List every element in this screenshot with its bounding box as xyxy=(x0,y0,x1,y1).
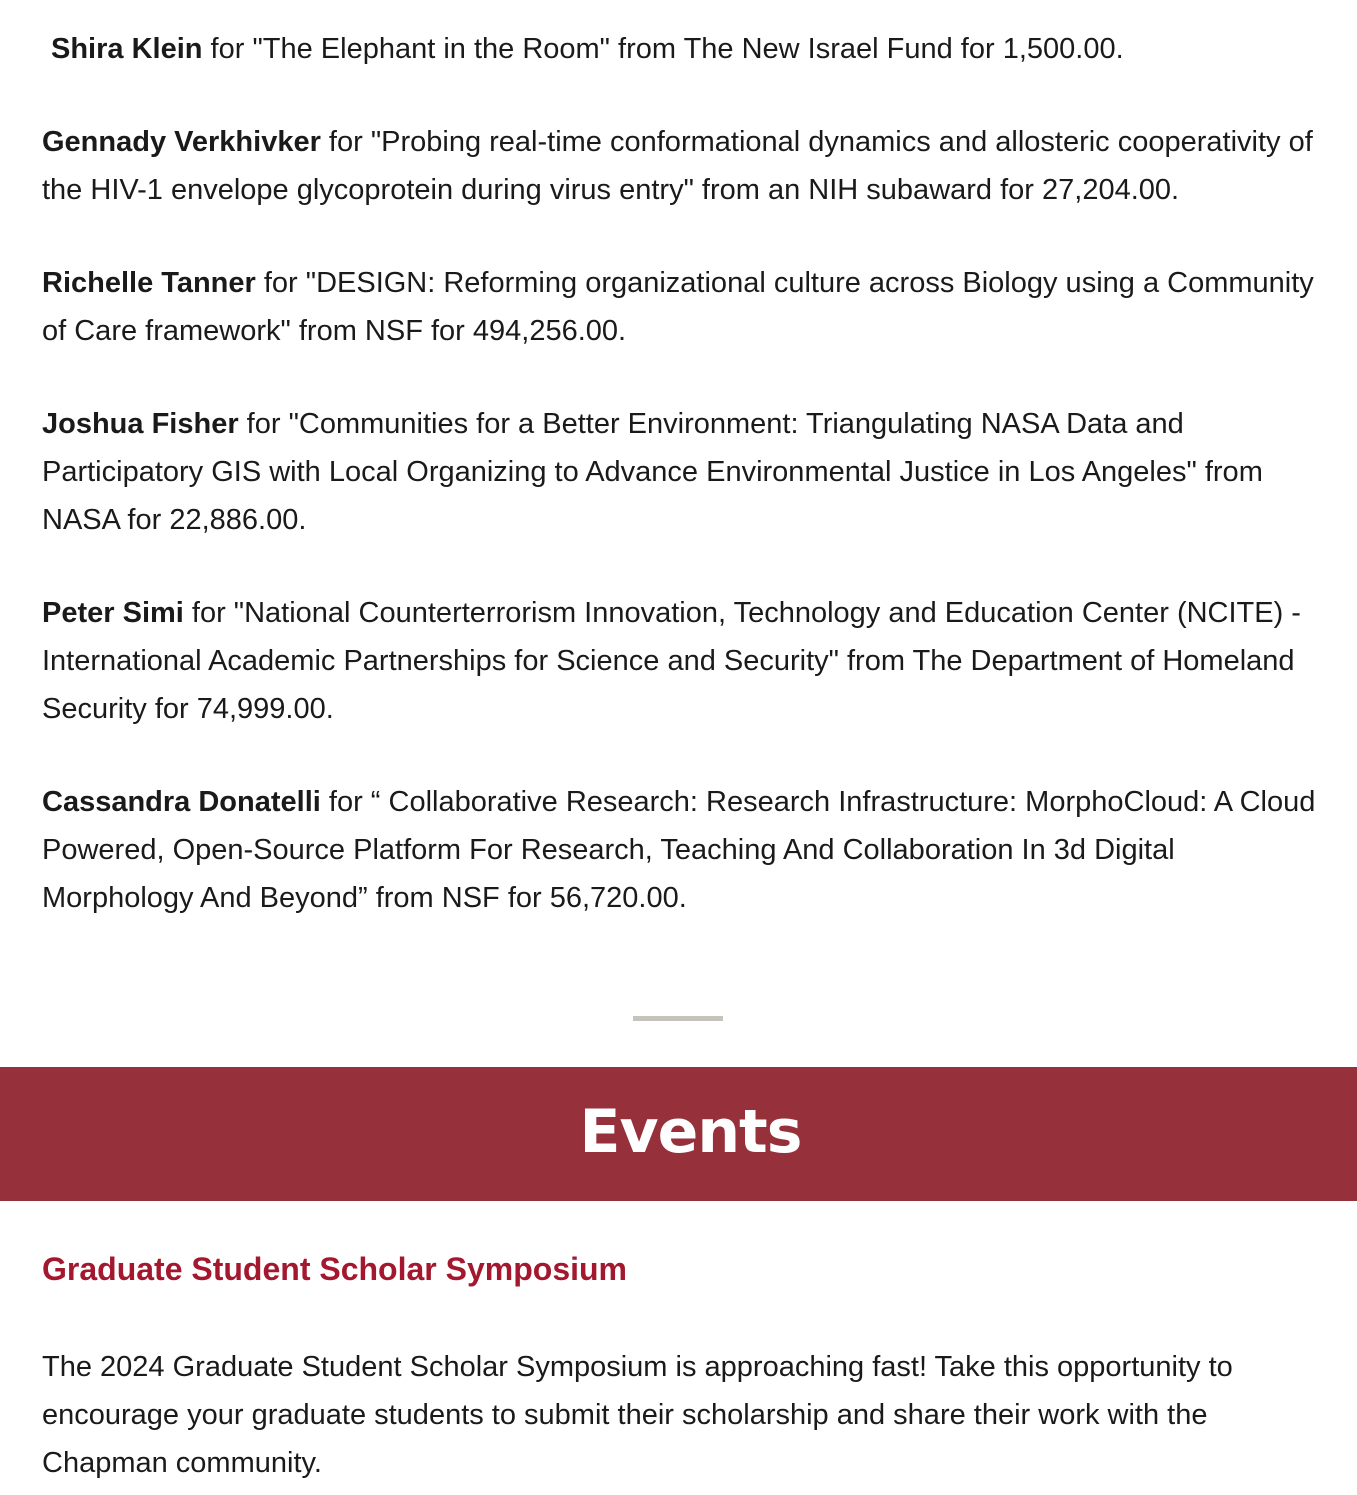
grant-description: for “ Collaborative Research: Research Infrastructure: MorphoCloud: A Cloud Powered, Open-Source Platform For Research, Teaching And Collaboration In 3d Digital Morphology And Beyond” from NSF for 56,720.00. xyxy=(42,786,1316,914)
grant-item xyxy=(42,400,1332,544)
event-heading[interactable]: Graduate Student Scholar Symposium xyxy=(42,1251,627,1287)
grant-description: for "Communities for a Better Environment: Triangulating NASA Data and Participatory GIS with Local Organizing to Advance Environmental Justice in Los Angeles" from NASA for 22,886.00. xyxy=(42,408,1263,536)
grant-recipient-name: Joshua Fisher xyxy=(42,408,239,440)
grant-description: for "DESIGN: Reforming organizational culture across Biology using a Community of Care framework" from NSF for 494,256.00. xyxy=(42,267,1314,347)
events-banner xyxy=(0,1067,1357,1201)
grant-recipient-name: Cassandra Donatelli xyxy=(42,786,321,818)
grants-list xyxy=(42,25,1332,967)
section-divider xyxy=(633,1016,723,1021)
grant-item xyxy=(42,259,1332,355)
events-banner-title: Events xyxy=(579,1097,802,1167)
grant-item xyxy=(42,25,1332,73)
grant-recipient-name: Peter Simi xyxy=(42,597,184,629)
grant-recipient-name: Richelle Tanner xyxy=(42,267,256,299)
grant-description: for "The Elephant in the Room" from The New Israel Fund for 1,500.00. xyxy=(202,33,1124,65)
grant-description: for "Probing real-time conformational dynamics and allosteric cooperativity of the HIV-1 envelope glycoprotein during virus entry" from an NIH subaward for 27,204.00. xyxy=(42,126,1313,206)
grant-item xyxy=(42,778,1332,922)
grant-item xyxy=(42,589,1332,733)
grant-description: for "National Counterterrorism Innovation, Technology and Education Center (NCITE) - International Academic Partnerships for Science and Security" from The Department of Homeland Security for 74,999.00. xyxy=(42,597,1301,725)
grant-recipient-name: Shira Klein xyxy=(51,33,203,65)
grant-item xyxy=(42,118,1332,214)
grant-recipient-name: Gennady Verkhivker xyxy=(42,126,321,158)
event-description: The 2024 Graduate Student Scholar Symposium is approaching fast! Take this opportunity to encourage your graduate students to submit their scholarship and share their work with the Chapman community. xyxy=(42,1351,1233,1479)
